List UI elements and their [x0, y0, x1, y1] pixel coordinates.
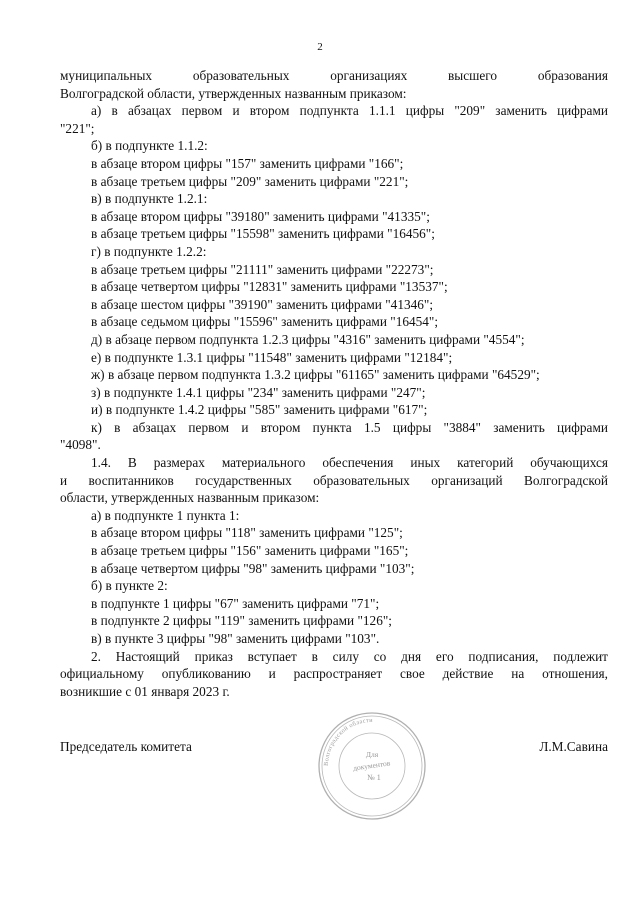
- round-stamp: [316, 710, 428, 822]
- text-line: к) в абзацах первом и втором пункта 1.5 цифры "3884" заменить цифрами: [91, 419, 608, 435]
- text-line: в абзаце третьем цифры "209" заменить цифрами "221";: [91, 173, 409, 189]
- text-line: Волгоградской области, утвержденных названным приказом:: [60, 85, 407, 101]
- text-line: в подпункте 1 цифры "67" заменить цифрами "71";: [91, 595, 380, 611]
- stamp-line-1: Для: [365, 750, 379, 759]
- text-line: официальному опубликованию и распространяет свое действие на отношения,: [60, 666, 608, 682]
- text-line: в абзаце втором цифры "157" заменить цифрами "166";: [91, 155, 404, 171]
- text-line: области, утвержденных названным приказом:: [60, 490, 320, 506]
- stamp-number: № 1: [367, 773, 381, 782]
- text-line: в) в подпункте 1.2.1:: [91, 191, 208, 207]
- text-line: и воспитанников государственных образовательных организаций Волгоградской: [60, 472, 608, 488]
- stamp-outer-text: Волгоградской области: [322, 716, 373, 767]
- text-line: г) в подпункте 1.2.2:: [91, 243, 207, 259]
- text-line: в абзаце втором цифры "39180" заменить цифрами "41335";: [91, 208, 430, 224]
- text-line: в абзаце втором цифры "118" заменить цифрами "125";: [91, 525, 403, 541]
- text-line: ж) в абзаце первом подпункта 1.3.2 цифры "61165" заменить цифрами "64529";: [91, 367, 540, 383]
- text-line: а) в абзацах первом и втором подпункта 1.1.1 цифры "209" заменить цифрами: [91, 103, 608, 119]
- stamp-line-2: документов: [352, 758, 391, 773]
- text-line: "221";: [60, 120, 95, 136]
- text-line: в абзаце шестом цифры "39190" заменить цифрами "41346";: [91, 296, 434, 312]
- document-body: [60, 67, 608, 700]
- text-line: з) в подпункте 1.4.1 цифры "234" заменить цифрами "247";: [91, 384, 426, 400]
- text-line: в) в пункте 3 цифры "98" заменить цифрами "103".: [91, 631, 380, 646]
- text-line: е) в подпункте 1.3.1 цифры "11548" заменить цифрами "12184";: [91, 349, 453, 365]
- text-line: б) в пункте 2:: [91, 578, 168, 594]
- text-line: в подпункте 2 цифры "119" заменить цифрами "126";: [91, 613, 392, 629]
- text-line: б) в подпункте 1.1.2:: [91, 138, 208, 154]
- text-line: 2. Настоящий приказ вступает в силу со дня его подписания, подлежит: [91, 648, 608, 664]
- text-line: в абзаце четвертом цифры "98" заменить цифрами "103";: [91, 560, 415, 576]
- text-line: и) в подпункте 1.4.2 цифры "585" заменить цифрами "617";: [91, 402, 428, 418]
- text-line: в абзаце третьем цифры "156" заменить цифрами "165";: [91, 543, 409, 559]
- page-number: 2: [317, 41, 323, 53]
- text-line: а) в подпункте 1 пункта 1:: [91, 507, 240, 523]
- text-line: в абзаце третьем цифры "21111" заменить цифрами "22273";: [91, 261, 434, 277]
- text-line: в абзаце четвертом цифры "12831" заменить цифрами "13537";: [91, 279, 448, 295]
- text-line: в абзаце седьмом цифры "15596" заменить цифрами "16454";: [91, 314, 439, 330]
- text-line: "4098".: [60, 437, 101, 453]
- text-line: в абзаце третьем цифры "15598" заменить цифрами "16456";: [91, 226, 435, 242]
- text-line: д) в абзаце первом подпункта 1.2.3 цифры "4316" заменить цифрами "4554";: [91, 331, 525, 347]
- signature-position: Председатель комитета: [60, 739, 192, 754]
- signature-name: Л.М.Савина: [539, 739, 608, 754]
- text-line: возникшие с 01 января 2023 г.: [60, 683, 230, 699]
- text-line: муниципальных образовательных организациях высшего образования: [60, 68, 608, 83]
- text-line: 1.4. В размерах материального обеспечения иных категорий обучающихся: [91, 455, 608, 471]
